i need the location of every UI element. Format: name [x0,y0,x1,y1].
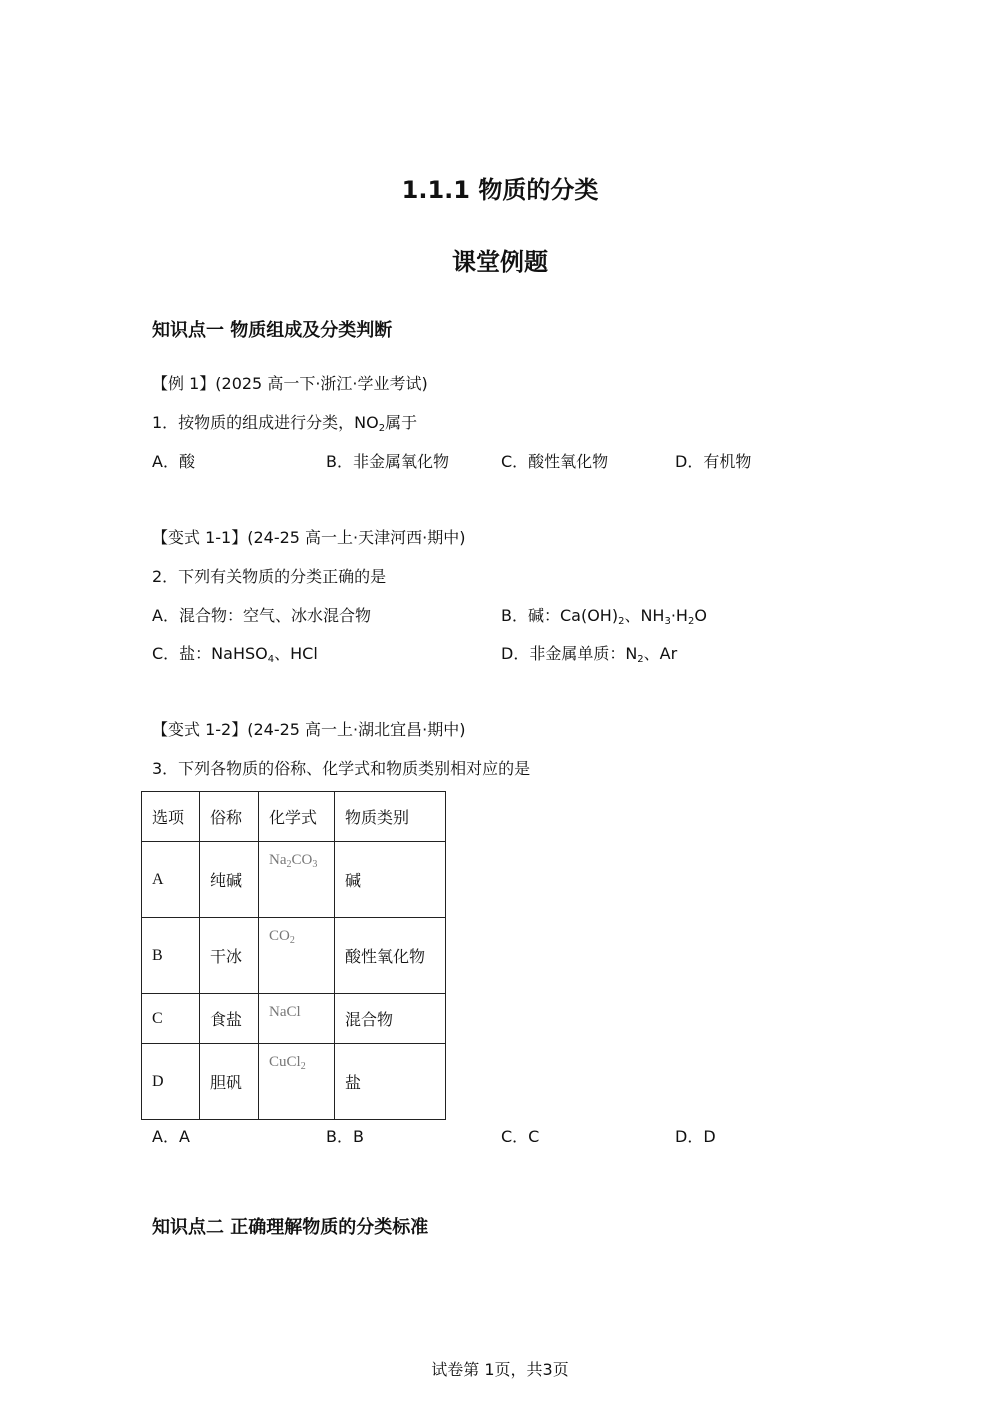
q1-option-a: A．酸 [152,452,195,471]
q3-option-d: D．D [675,1127,716,1146]
q2-option-c: C．盐：NaHSO$_4$、HCl [152,644,318,665]
table-cell-category: 混合物 [335,994,446,1044]
document-title: 1.1.1 物质的分类 [401,176,599,204]
q3-table [141,791,446,1120]
section-heading-2: 知识点二 正确理解物质的分类标准 [152,1217,429,1238]
q1-stem: 1．按物质的组成进行分类，$NO_2$属于 [152,413,418,434]
table-header-cell: 选项 [142,792,200,842]
table-cell-category: 盐 [335,1044,446,1120]
table-header-cell: 物质类别 [335,792,446,842]
document-subtitle: 课堂例题 [452,248,548,276]
table-cell-name: 胆矾 [200,1044,259,1120]
table-cell-category: 碱 [335,842,446,918]
table-cell-option: C [142,994,200,1044]
q3-stem: 3．下列各物质的俗称、化学式和物质类别相对应的是 [152,759,531,778]
table-cell-formula: $CO_2$ [259,918,335,994]
q3-option-b: B．B [326,1127,364,1146]
table-cell-name: 纯碱 [200,842,259,918]
table-cell-formula: NaCl [259,994,335,1044]
table-header-cell: 化学式 [259,792,335,842]
table-cell-option: B [142,918,200,994]
q2-source: 【变式 1-1】(24-25 高一上·天津河西·期中) [152,528,466,547]
q1-option-d: D．有机物 [675,452,752,471]
table-cell-option: D [142,1044,200,1120]
q3-source: 【变式 1-2】(24-25 高一上·湖北宜昌·期中) [152,720,466,739]
q2-option-b: B．碱：$Ca(OH)_2$、$NH_3\cdot H_2O$ [501,606,707,627]
table-cell-name: 干冰 [200,918,259,994]
q1-option-c: C．酸性氧化物 [501,452,609,471]
table-cell-formula: $Na_2CO_3$ [259,842,335,918]
q1-source: 【例 1】(2025 高一下·浙江·学业考试) [152,374,428,393]
table-row [142,918,446,994]
q3-option-c: C．C [501,1127,540,1146]
section-heading-1: 知识点一 物质组成及分类判断 [152,320,393,341]
q3-option-a: A．A [152,1127,190,1146]
table-header-row [142,792,446,842]
q2-option-d: D．非金属单质：$N_2$、Ar [501,644,678,665]
table-header-cell: 俗称 [200,792,259,842]
table-cell-category: 酸性氧化物 [335,918,446,994]
q2-option-a: A．混合物：空气、冰水混合物 [152,606,371,625]
table-cell-option: A [142,842,200,918]
table-cell-formula: CuCl$_2$ [259,1044,335,1120]
q1-option-b: B．非金属氧化物 [326,452,449,471]
table-row [142,994,446,1044]
table-row [142,1044,446,1120]
page-footer: 试卷第 1页，共3页 [431,1360,569,1379]
q2-stem: 2．下列有关物质的分类正确的是 [152,567,387,586]
table-cell-name: 食盐 [200,994,259,1044]
table-row [142,842,446,918]
